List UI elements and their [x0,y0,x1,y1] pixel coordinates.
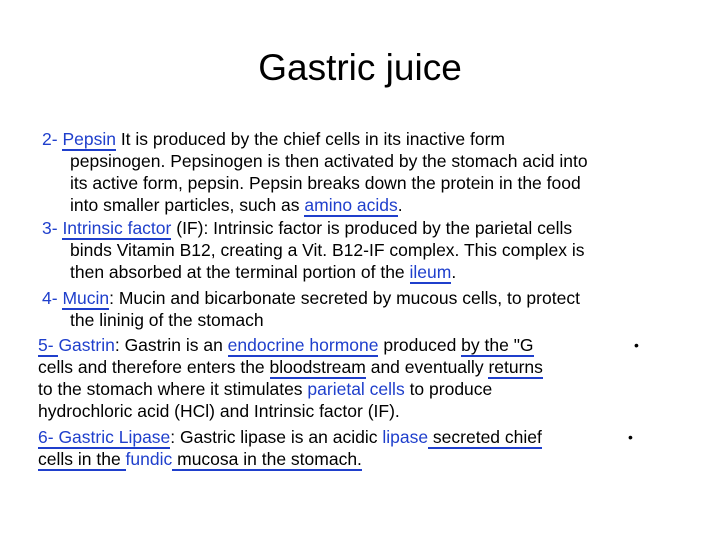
intrinsic-line-3 [70,261,456,283]
gastrin-number: 5- [38,335,59,355]
ileum-link[interactable]: ileum [409,262,452,282]
gastrin-line-4: hydrochloric acid (HCl) and Intrinsic factor (IF). [38,401,400,421]
by-the-g-link[interactable]: by the "G [461,335,534,355]
lipase-text-3: cells in the [38,449,126,469]
gastrin-text-4: and eventually [365,357,489,377]
intrinsic-factor-term[interactable]: Intrinsic factor [62,218,172,238]
lipase-line-1 [38,426,542,448]
intrinsic-period: . [451,262,457,282]
gastrin-text-2: produced [378,335,462,355]
fundic-link[interactable]: fundic [125,449,173,469]
gastrin-text-1: : Gastrin is an [114,335,228,355]
intrinsic-number: 3- [42,218,63,238]
amino-acids-link[interactable]: amino acids [304,195,398,215]
pepsin-text-4: into smaller particles, such as [70,195,305,215]
gastrin-text-5: to the stomach where it stimulates [38,379,308,399]
pepsin-text-1: It is produced by the chief cells in its inactive form [115,129,506,149]
pepsin-line-2: pepsinogen. Pepsinogen is then activated by the stomach acid into [70,151,588,171]
pepsin-line-4 [70,194,403,216]
gastrin-term[interactable]: Gastrin [58,335,115,355]
lipase-number: 6- [38,427,59,447]
pepsin-period: . [397,195,403,215]
gastrin-line-1 [38,334,534,356]
intrinsic-text-3: then absorbed at the terminal portion of the [70,262,410,282]
pepsin-number: 2- [42,129,63,149]
intrinsic-line-2: binds Vitamin B12, creating a Vit. B12-IF complex. This complex is [70,240,585,260]
intrinsic-text-1: (IF): Intrinsic factor is produced by the parietal cells [171,218,573,238]
bullet-2: • [628,429,633,445]
mucin-line-1 [42,287,580,309]
lipase-line-2 [38,448,362,470]
pepsin-line-1 [42,128,505,150]
mucin-text-1: : Mucin and bicarbonate secreted by mucous cells, to protect [109,288,580,308]
gastrin-line-2 [38,356,543,378]
returns-link[interactable]: returns [488,357,543,377]
lipase-text-1: : Gastric lipase is an acidic [170,427,383,447]
mucin-line-2: the lininig of the stomach [70,310,264,330]
pepsin-term[interactable]: Pepsin [62,129,116,149]
gastrin-text-3: cells and therefore enters the [38,357,270,377]
gastrin-text-6: to produce [404,379,493,399]
slide-title: Gastric juice [258,47,462,88]
lipase-link[interactable]: lipase [382,427,429,447]
bullet-1: • [634,337,639,353]
chief-link[interactable]: chief [504,427,542,447]
gastrin-line-3 [38,378,492,400]
endocrine-hormone-link[interactable]: endocrine hormone [227,335,379,355]
parietal-cells-link[interactable]: parietal cells [307,379,405,399]
pepsin-line-3: its active form, pepsin. Pepsin breaks down the protein in the food [70,173,581,193]
gastric-lipase-term[interactable]: Gastric Lipase [58,427,171,447]
bloodstream-link[interactable]: bloodstream [269,357,366,377]
intrinsic-line-1 [42,217,572,239]
mucin-term[interactable]: Mucin [62,288,110,308]
mucin-number: 4- [42,288,63,308]
lipase-text-4: mucosa in the stomach. [172,449,362,469]
lipase-text-2: secreted [428,427,505,447]
